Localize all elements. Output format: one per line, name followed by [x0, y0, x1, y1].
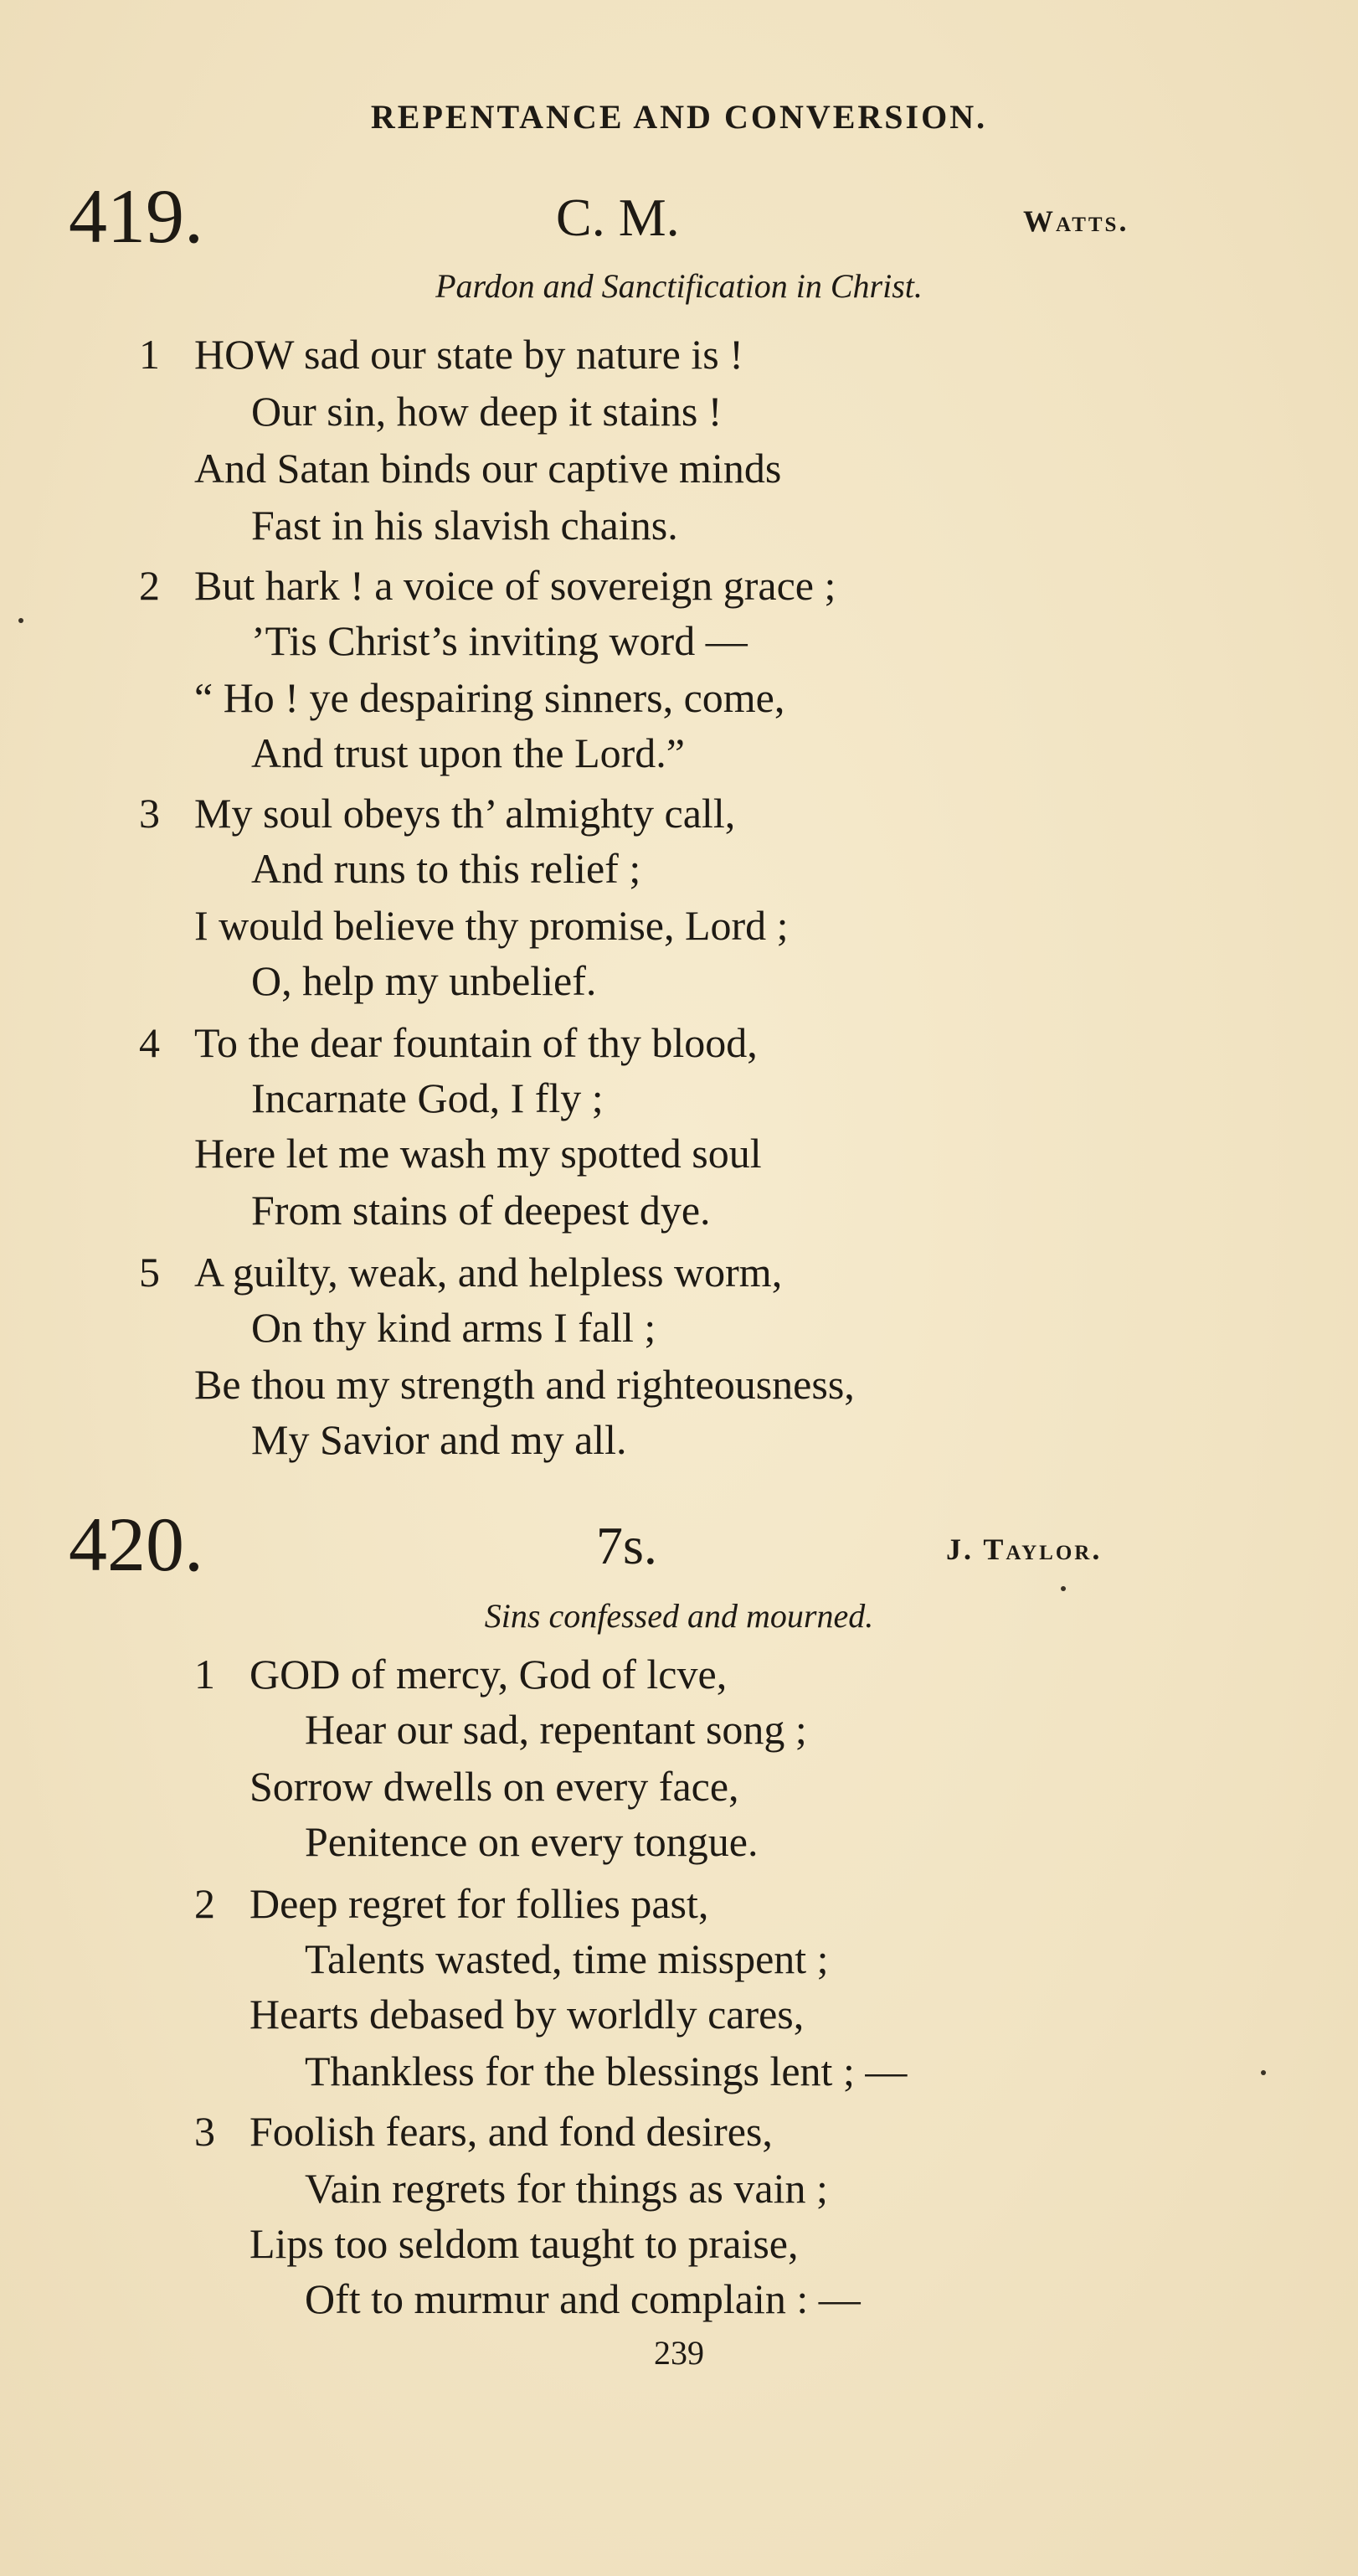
verse-number: 3	[194, 2108, 215, 2155]
verse-line: My Savior and my all.	[251, 1416, 627, 1463]
verse-line: Our sin, how deep it stains !	[251, 388, 723, 435]
verse-line: ’Tis Christ’s inviting word —	[251, 617, 748, 664]
verse-line: Incarnate God, I fly ;	[251, 1074, 604, 1121]
verse-line: But hark ! a voice of sovereign grace ;	[194, 562, 836, 609]
verse-line: From stains of deepest dye.	[251, 1187, 711, 1234]
verse-line: Penitence on every tongue.	[305, 1818, 759, 1865]
ink-speck	[18, 618, 23, 623]
verse-line: To the dear fountain of thy blood,	[194, 1019, 758, 1066]
verse-line: Hear our sad, repentant song ;	[305, 1706, 807, 1753]
verse-line: O, help my unbelief.	[251, 957, 597, 1004]
ink-speck	[1061, 1586, 1066, 1591]
verse-line: Oft to murmur and complain : —	[305, 2275, 861, 2322]
ink-speck	[1261, 2070, 1266, 2075]
verse-line: Here let me wash my spotted soul	[194, 1130, 762, 1177]
verse-line: A guilty, weak, and helpless worm,	[194, 1249, 783, 1296]
verse-number: 3	[139, 790, 160, 837]
verse-line: My soul obeys th’ almighty call,	[194, 790, 736, 837]
verse-line: On thy kind arms I fall ;	[251, 1304, 656, 1351]
verse-number: 1	[194, 1651, 215, 1698]
verse-line: Fast in his slavish chains.	[251, 502, 678, 549]
verse-line: GOD of mercy, God of lcve,	[249, 1651, 728, 1698]
verse-line: “ Ho ! ye despairing sinners, come,	[194, 674, 785, 721]
verse-line: Talents wasted, time misspent ;	[305, 1935, 829, 1982]
hymn-meter: C. M.	[556, 188, 680, 247]
hymn-subtitle: Pardon and Sanctification in Christ.	[435, 267, 923, 305]
hymn-author: Watts.	[1023, 204, 1129, 238]
hymn-subtitle: Sins confessed and mourned.	[484, 1597, 874, 1635]
verse-line: Sorrow dwells on every face,	[249, 1763, 739, 1810]
hymn-meter: 7s.	[596, 1516, 657, 1575]
page-number: 239	[654, 2334, 704, 2372]
verse-line: Vain regrets for things as vain ;	[305, 2165, 828, 2212]
verse-number: 2	[194, 1880, 215, 1927]
verse-number: 4	[139, 1019, 160, 1066]
hymn-author: J. Taylor.	[946, 1533, 1103, 1566]
verse-line: And Satan binds our captive minds	[194, 445, 782, 492]
verse-line: HOW sad our state by nature is !	[194, 331, 743, 378]
hymn-number: 420.	[69, 1502, 203, 1587]
verse-line: Thankless for the blessings lent ; —	[305, 2048, 908, 2094]
hymn-number: 419.	[69, 173, 203, 259]
verse-number: 2	[139, 562, 160, 609]
verse-line: And runs to this relief ;	[251, 845, 641, 892]
verse-line: Hearts debased by worldly cares,	[249, 1991, 805, 2038]
verse-line: And trust upon the Lord.”	[251, 729, 685, 776]
verse-line: I would believe thy promise, Lord ;	[194, 902, 789, 949]
verse-number: 5	[139, 1249, 160, 1296]
verse-line: Be thou my strength and righteousness,	[194, 1361, 855, 1408]
verse-line: Lips too seldom taught to praise,	[249, 2220, 799, 2267]
verse-line: Foolish fears, and fond desires,	[249, 2108, 773, 2155]
verse-number: 1	[139, 331, 160, 378]
running-head: REPENTANCE AND CONVERSION.	[370, 98, 988, 136]
verse-line: Deep regret for follies past,	[249, 1880, 709, 1927]
